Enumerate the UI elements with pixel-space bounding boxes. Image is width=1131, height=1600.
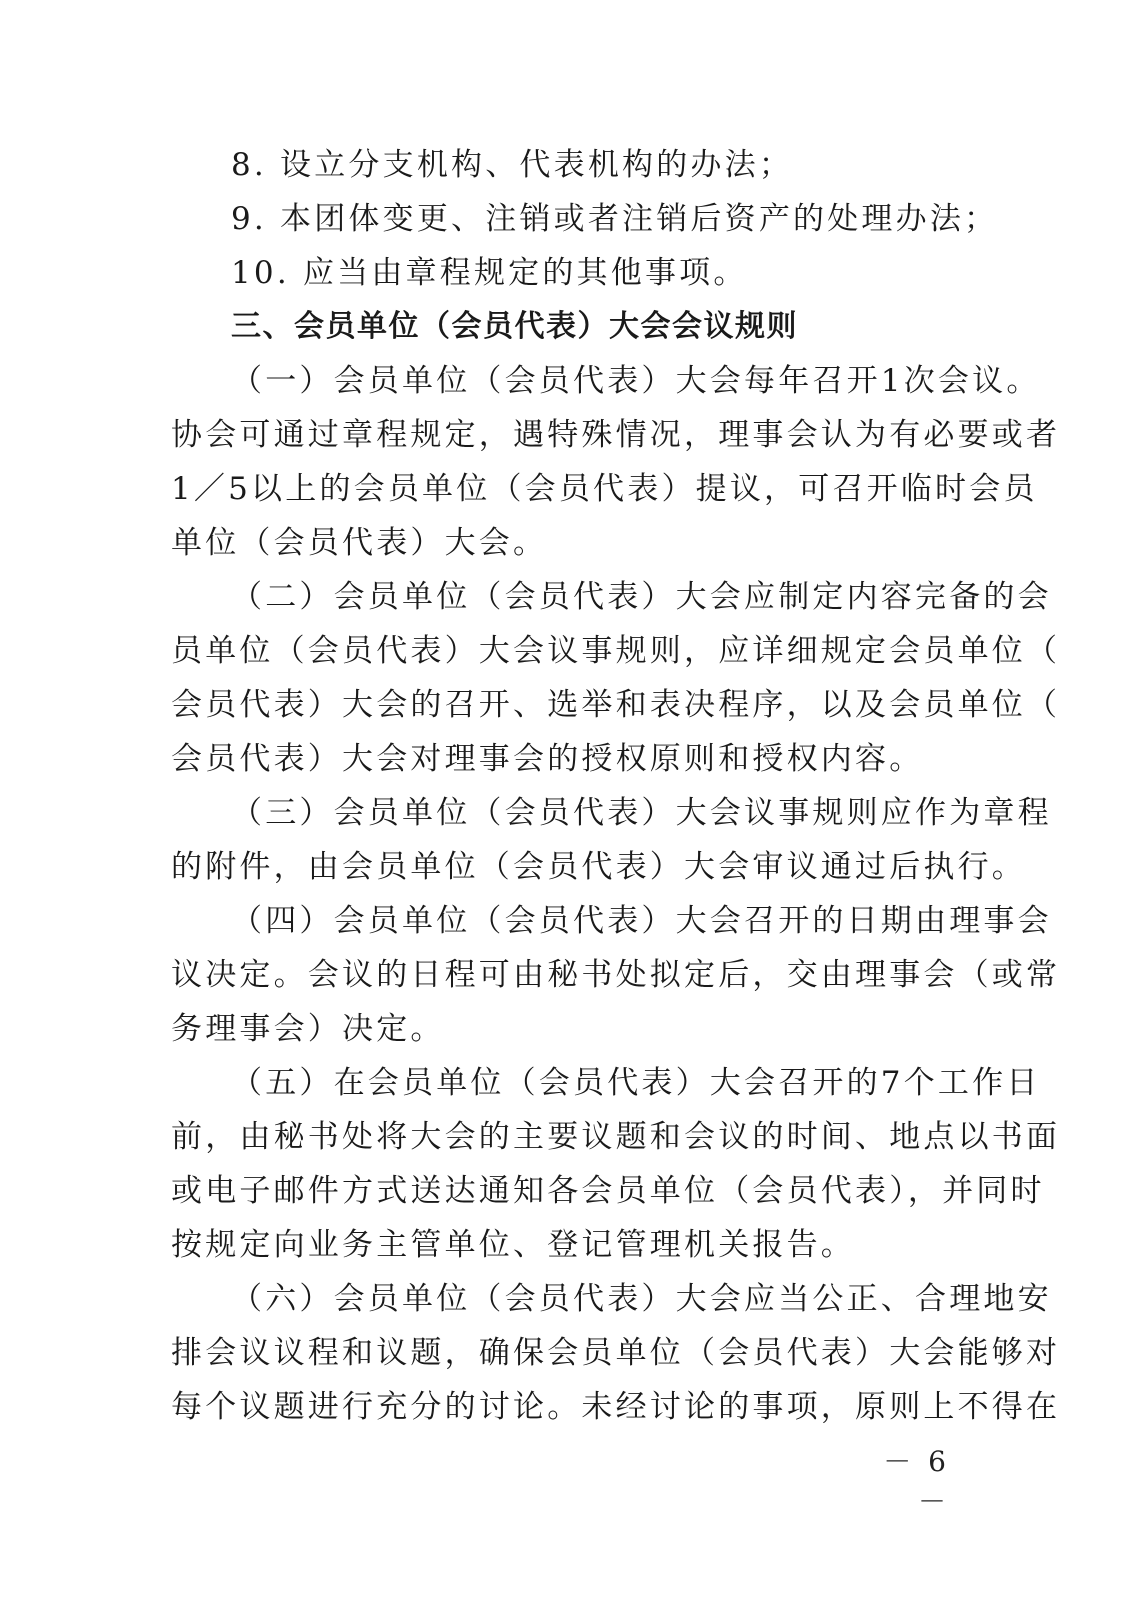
text-line: （一）会员单位（会员代表）大会每年召开1次会议。 xyxy=(231,363,1041,399)
text-line: 1／5以上的会员单位（会员代表）提议，可召开临时会员 xyxy=(171,471,1038,507)
text-line: 单位（会员代表）大会。 xyxy=(171,525,548,561)
text-line: （六）会员单位（会员代表）大会应当公正、合理地安 xyxy=(231,1281,1052,1317)
text-line: 会员代表）大会对理事会的授权原则和授权内容。 xyxy=(171,741,924,777)
text-line: （三）会员单位（会员代表）大会议事规则应作为章程 xyxy=(231,795,1052,831)
text-line: 会员代表）大会的召开、选举和表决程序，以及会员单位（ xyxy=(171,687,1061,723)
text-line: 前，由秘书处将大会的主要议题和会议的时间、地点以书面 xyxy=(171,1119,1061,1155)
text-line: 排会议议程和议题，确保会员单位（会员代表）大会能够对 xyxy=(171,1335,1061,1371)
text-line: （五）在会员单位（会员代表）大会召开的7个工作日 xyxy=(231,1065,1041,1101)
document-body xyxy=(171,138,1061,1434)
text-line: （二）会员单位（会员代表）大会应制定内容完备的会 xyxy=(231,579,1052,615)
text-line: 议决定。会议的日程可由秘书处拟定后，交由理事会（或常 xyxy=(171,957,1061,993)
text-line: 协会可通过章程规定，遇特殊情况，理事会认为有必要或者 xyxy=(171,417,1061,453)
text-line: 员单位（会员代表）大会议事规则，应详细规定会员单位（ xyxy=(171,633,1061,669)
text-line: 务理事会）决定。 xyxy=(171,1011,445,1047)
text-line: 按规定向业务主管单位、登记管理机关报告。 xyxy=(171,1227,855,1263)
text-line: 10. 应当由章程规定的其他事项。 xyxy=(231,255,748,291)
text-line: 8. 设立分支机构、代表机构的办法； xyxy=(231,147,794,183)
section-heading: 三、会员单位（会员代表）大会会议规则 xyxy=(231,309,798,344)
text-line: 或电子邮件方式送达通知各会员单位（会员代表），并同时 xyxy=(171,1173,1045,1209)
text-line: 每个议题进行充分的讨论。未经讨论的事项，原则上不得在 xyxy=(171,1389,1061,1425)
text-line: 的附件，由会员单位（会员代表）大会审议通过后执行。 xyxy=(171,849,1026,885)
text-line: （四）会员单位（会员代表）大会召开的日期由理事会 xyxy=(231,903,1052,939)
page-number: － 6 － xyxy=(883,1445,950,1518)
text-line: 9. 本团体变更、注销或者注销后资产的处理办法； xyxy=(231,201,999,237)
